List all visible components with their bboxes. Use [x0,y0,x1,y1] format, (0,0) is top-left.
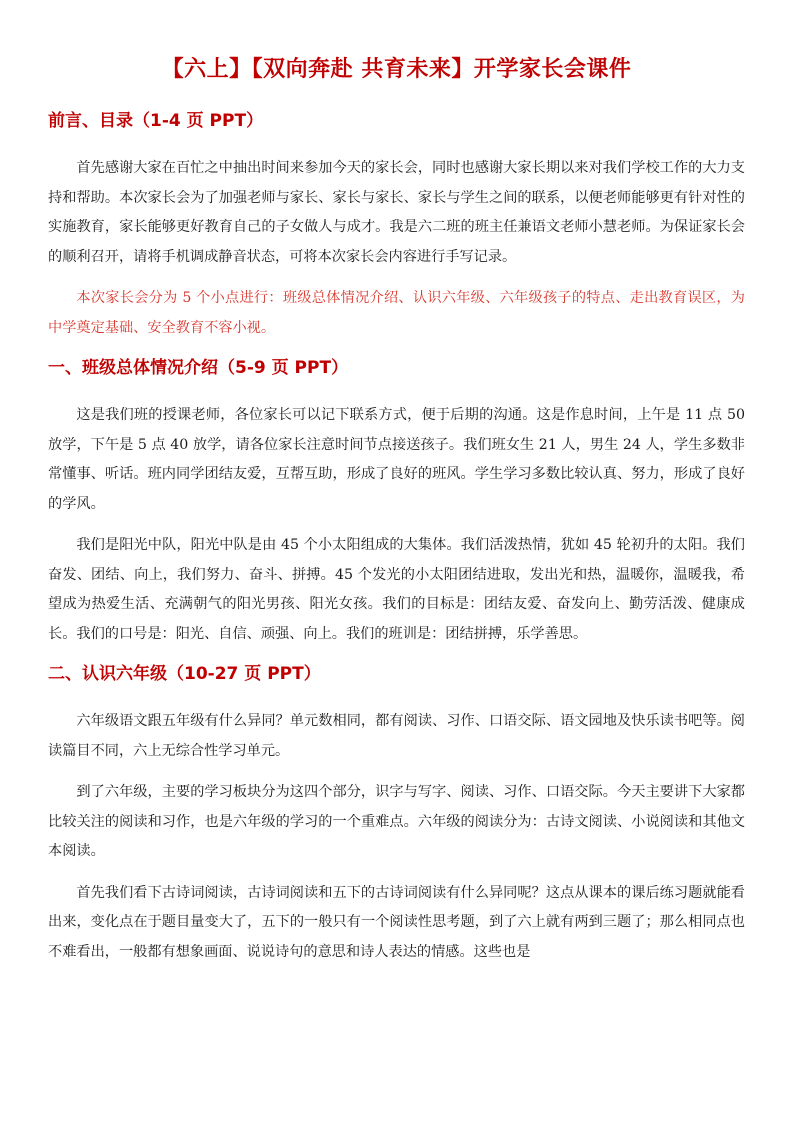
paragraph: 首先感谢大家在百忙之中抽出时间来参加今天的家长会，同时也感谢大家长期以来对我们学校工作的大力支持和帮助。本次家长会为了加强老师与家长、家长与家长、家长与学生之间的联系，以便老师能够更有针对性的实施教育，家长能够更好教育自己的子女做人与成才。我是六二班的班主任兼语文老师小慧老师。为保证家长会的顺利召开，请将手机调成静音状态，可将本次家长会内容进行手写记录。 [48,160,745,265]
paragraph: 我们是阳光中队，阳光中队是由 45 个小太阳组成的大集体。我们活泼热情，犹如 45 轮初升的太阳。我们奋发、团结、向上，我们努力、奋斗、拼搏。45 个发光的小太阳团结进取，发出光和热，温暖你，温暖我，希望成为热爱生活、充满朝气的阳光男孩、阳光女孩。我们的目标是：团结友爱、奋发向上、勤劳活泼、健康成长。我们的口号是：阳光、自信、顽强、向上。我们的班训是：团结拼搏，乐学善思。 [48,537,745,642]
section-heading-class-overview: 一、班级总体情况介绍（5-9 页 PPT） [48,358,349,378]
agenda-paragraph: 本次家长会分为 5 个小点进行：班级总体情况介绍、认识六年级、六年级孩子的特点、走出教育误区，为中学奠定基础、安全教育不容小视。 [48,290,745,336]
section-heading-preface: 前言、目录（1-4 页 PPT） [48,111,264,131]
section-heading-grade-six: 二、认识六年级（10-27 页 PPT） [48,664,321,684]
paragraph: 首先我们看下古诗词阅读，古诗词阅读和五下的古诗词阅读有什么异同呢？这点从课本的课后练习题就能看出来，变化点在于题目量变大了，五下的一般只有一个阅读性思考题，到了六上就有两到三题了；那么相同点也不难看出，一般都有想象画面、说说诗句的意思和诗人表达的情感。这些也是 [48,884,745,960]
document-title: 【六上】【双向奔赴 共育未来】开学家长会课件 [161,57,632,82]
paragraph: 到了六年级，主要的学习板块分为这四个部分，识字与写字、阅读、习作、口语交际。今天主要讲下大家都比较关注的阅读和习作，也是六年级的学习的一个重难点。六年级的阅读分为：古诗文阅读、小说阅读和其他文本阅读。 [48,784,745,859]
paragraph: 六年级语文跟五年级有什么异同？单元数相同，都有阅读、习作、口语交际、语文园地及快乐读书吧等。阅读篇目不同，六上无综合性学习单元。 [48,713,745,759]
paragraph: 这是我们班的授课老师，各位家长可以记下联系方式，便于后期的沟通。这是作息时间，上午是 11 点 50 放学，下午是 5 点 40 放学，请各位家长注意时间节点接送孩子。我们班女生 21 人，男生 24 人，学生多数非常懂事、听话。班内同学团结友爱，互帮互助，形成了良好的班风。学生学习多数比较认真、努力，形成了良好的学风。 [48,407,745,512]
